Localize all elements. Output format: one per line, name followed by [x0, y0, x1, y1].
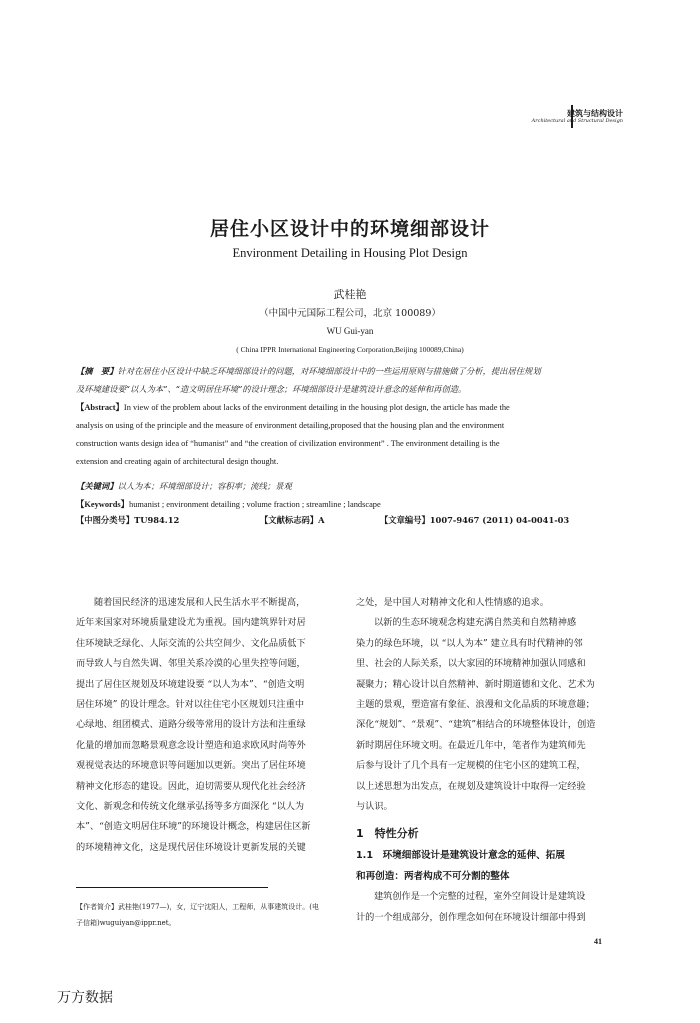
- article-number: 【文章编号】1007-9467 (2011) 04-0041-03: [380, 515, 570, 525]
- page-number: 41: [594, 937, 602, 946]
- body-line: 以上述思想为出发点，在规划及建筑设计中取得一定经验: [356, 780, 586, 792]
- abstract-en-line: extension and creating again of architectural design thought.: [76, 457, 279, 466]
- body-line: 观视觉表达的环境意识等问题加以更新。突出了居住环境: [76, 760, 306, 772]
- abstract-en-line: construction wants design idea of “humanist” and “the creation of civilization environment” . The environment detailing is the: [76, 439, 500, 448]
- body-line: 提出了居住区规划及环境建设要 “以人为本”、“创造文明: [76, 678, 305, 690]
- subsection-heading: 1.1 环境细部设计是建筑设计意念的延伸、拓展: [356, 850, 565, 862]
- header-section-cn: 建筑与结构设计: [567, 108, 623, 118]
- classification-row: [76, 514, 621, 531]
- running-header: [532, 108, 623, 125]
- article-title: 居住小区设计中的环境细部设计: [209, 218, 490, 240]
- abstract-en-line: analysis on using of the principle and the measure of environment detailing,proposed that the housing plan and the environment: [76, 421, 505, 430]
- author-name-cn: 武桂艳: [333, 288, 367, 301]
- keywords-en: 【Keywords】humanist ; environment detailing ; volume fraction ; streamline ; landscape: [76, 500, 381, 509]
- document-code: 【文献标志码】A: [260, 515, 325, 525]
- keywords-cn-label: 【关键词】: [76, 481, 118, 491]
- body-line: 居住环境” 的设计理念。针对以往住宅小区规划只注重中: [76, 698, 305, 710]
- abstract-en-label: 【Abstract】: [76, 403, 124, 412]
- abstract-en-line: 【Abstract】In view of the problem about lacks of the environment detailing in the housing plot design, the article has made the: [76, 403, 510, 412]
- body-line: 文化、新观念和传统文化继承弘扬等多方面深化 “以人为: [76, 800, 305, 812]
- header-section-en: Architectural and Structural Design: [531, 118, 623, 124]
- section-heading: 1 特性分析: [356, 827, 419, 841]
- clc-number: 【中图分类号】TU984.12: [76, 515, 180, 525]
- article-title-en: Environment Detailing in Housing Plot Design: [232, 246, 468, 260]
- body-line: 后参与设计了几个具有一定规模的住宅小区的建筑工程，: [356, 760, 586, 772]
- body-column-right: [356, 593, 624, 928]
- subsection-heading: 和再创造：两者构成不可分割的整体: [356, 871, 510, 883]
- body-line: 化量的增加而忽略景观意念设计塑造和追求欧风时尚等外: [76, 739, 306, 751]
- abstract-cn-line: 及环境建设要“以人为本”、“造文明居住环境”的设计理念；环境细部设计是建筑设计意念的延伸和再创造。: [76, 384, 467, 394]
- body-line: 主题的景观，塑造富有象征、浪漫和文化品质的环境意趣；: [356, 698, 595, 710]
- watermark: 万方数据: [57, 990, 113, 1006]
- body-line: 计的一个组成部分，创作理念如何在环境设计细部中得到: [356, 911, 586, 923]
- body-line: 里、社会的人际关系，以大家园的环境精神加强认同感和: [356, 658, 586, 670]
- author-bio-line: 子信箱)wuguiyan@ippr.net。: [76, 919, 176, 927]
- keywords-cn: 【关键词】以人为本；环境细部设计；容积率；流线；景观: [76, 481, 292, 491]
- author-name-en: WU Gui-yan: [326, 326, 374, 336]
- body-line: 新时期居住环境文明。在最近几年中，笔者作为建筑师先: [356, 739, 586, 751]
- affiliation-cn: （中国中元国际工程公司，北京 100089）: [259, 308, 441, 319]
- body-line: 凝聚力；精心设计以自然精神、新时期道德和文化、艺术为: [356, 678, 595, 690]
- body-line: 而导致人与自然失调、邻里关系冷漠的心里失控等问题，: [76, 658, 306, 670]
- keywords-en-label: 【Keywords】: [76, 500, 130, 509]
- abstract-cn-line: 【摘 要】针对在居住小区设计中缺乏环境细部设计的问题，对环境细部设计中的一些运用原则与措施做了分析，提出居住规划: [76, 366, 541, 376]
- body-column-left: [76, 593, 339, 858]
- body-line: 住环境缺乏绿化、人际交流的公共空间少、文化品质低下: [76, 637, 306, 649]
- footnote-rule: [76, 887, 268, 888]
- body-line: 染力的绿色环境，以 “以人为本” 建立具有时代精神的邻: [356, 637, 583, 649]
- body-line: 与认识。: [356, 800, 393, 812]
- body-line: 精神文化形态的建设。因此，迫切需要从现代化社会经济: [76, 780, 306, 792]
- body-line: 心绿地、组团模式、道路分级等常用的设计方法和注重绿: [76, 719, 306, 731]
- body-line: 近年来国家对环境质量建设尤为重视。国内建筑界针对居: [76, 617, 306, 629]
- affiliation-en: ( China IPPR International Engineering Corporation,Beijing 100089,China): [236, 345, 464, 354]
- body-line: 深化“规划”、“景观”、“建筑”相结合的环境整体设计，创造: [356, 719, 596, 731]
- body-line: 以新的生态环境观念构建充满自然美和自然精神感: [374, 617, 577, 629]
- body-line: 之处，是中国人对精神文化和人性情感的追求。: [356, 597, 549, 608]
- body-line: 建筑创作是一个完整的过程，室外空间设计是建筑设: [374, 891, 586, 903]
- body-line: 本”、“创造文明居住环境”的环境设计概念，构建居住区新: [76, 821, 311, 833]
- author-bio-line: 【作者简介】武桂艳(1977—)，女，辽宁沈阳人，工程师，从事建筑设计。(电: [76, 903, 320, 911]
- body-line: 的环境精神文化，这是现代居住环境设计更新发展的关键: [76, 841, 306, 853]
- body-line: 随着国民经济的迅速发展和人民生活水平不断提高，: [94, 597, 306, 608]
- abstract-cn-label: 【摘 要】: [76, 366, 118, 376]
